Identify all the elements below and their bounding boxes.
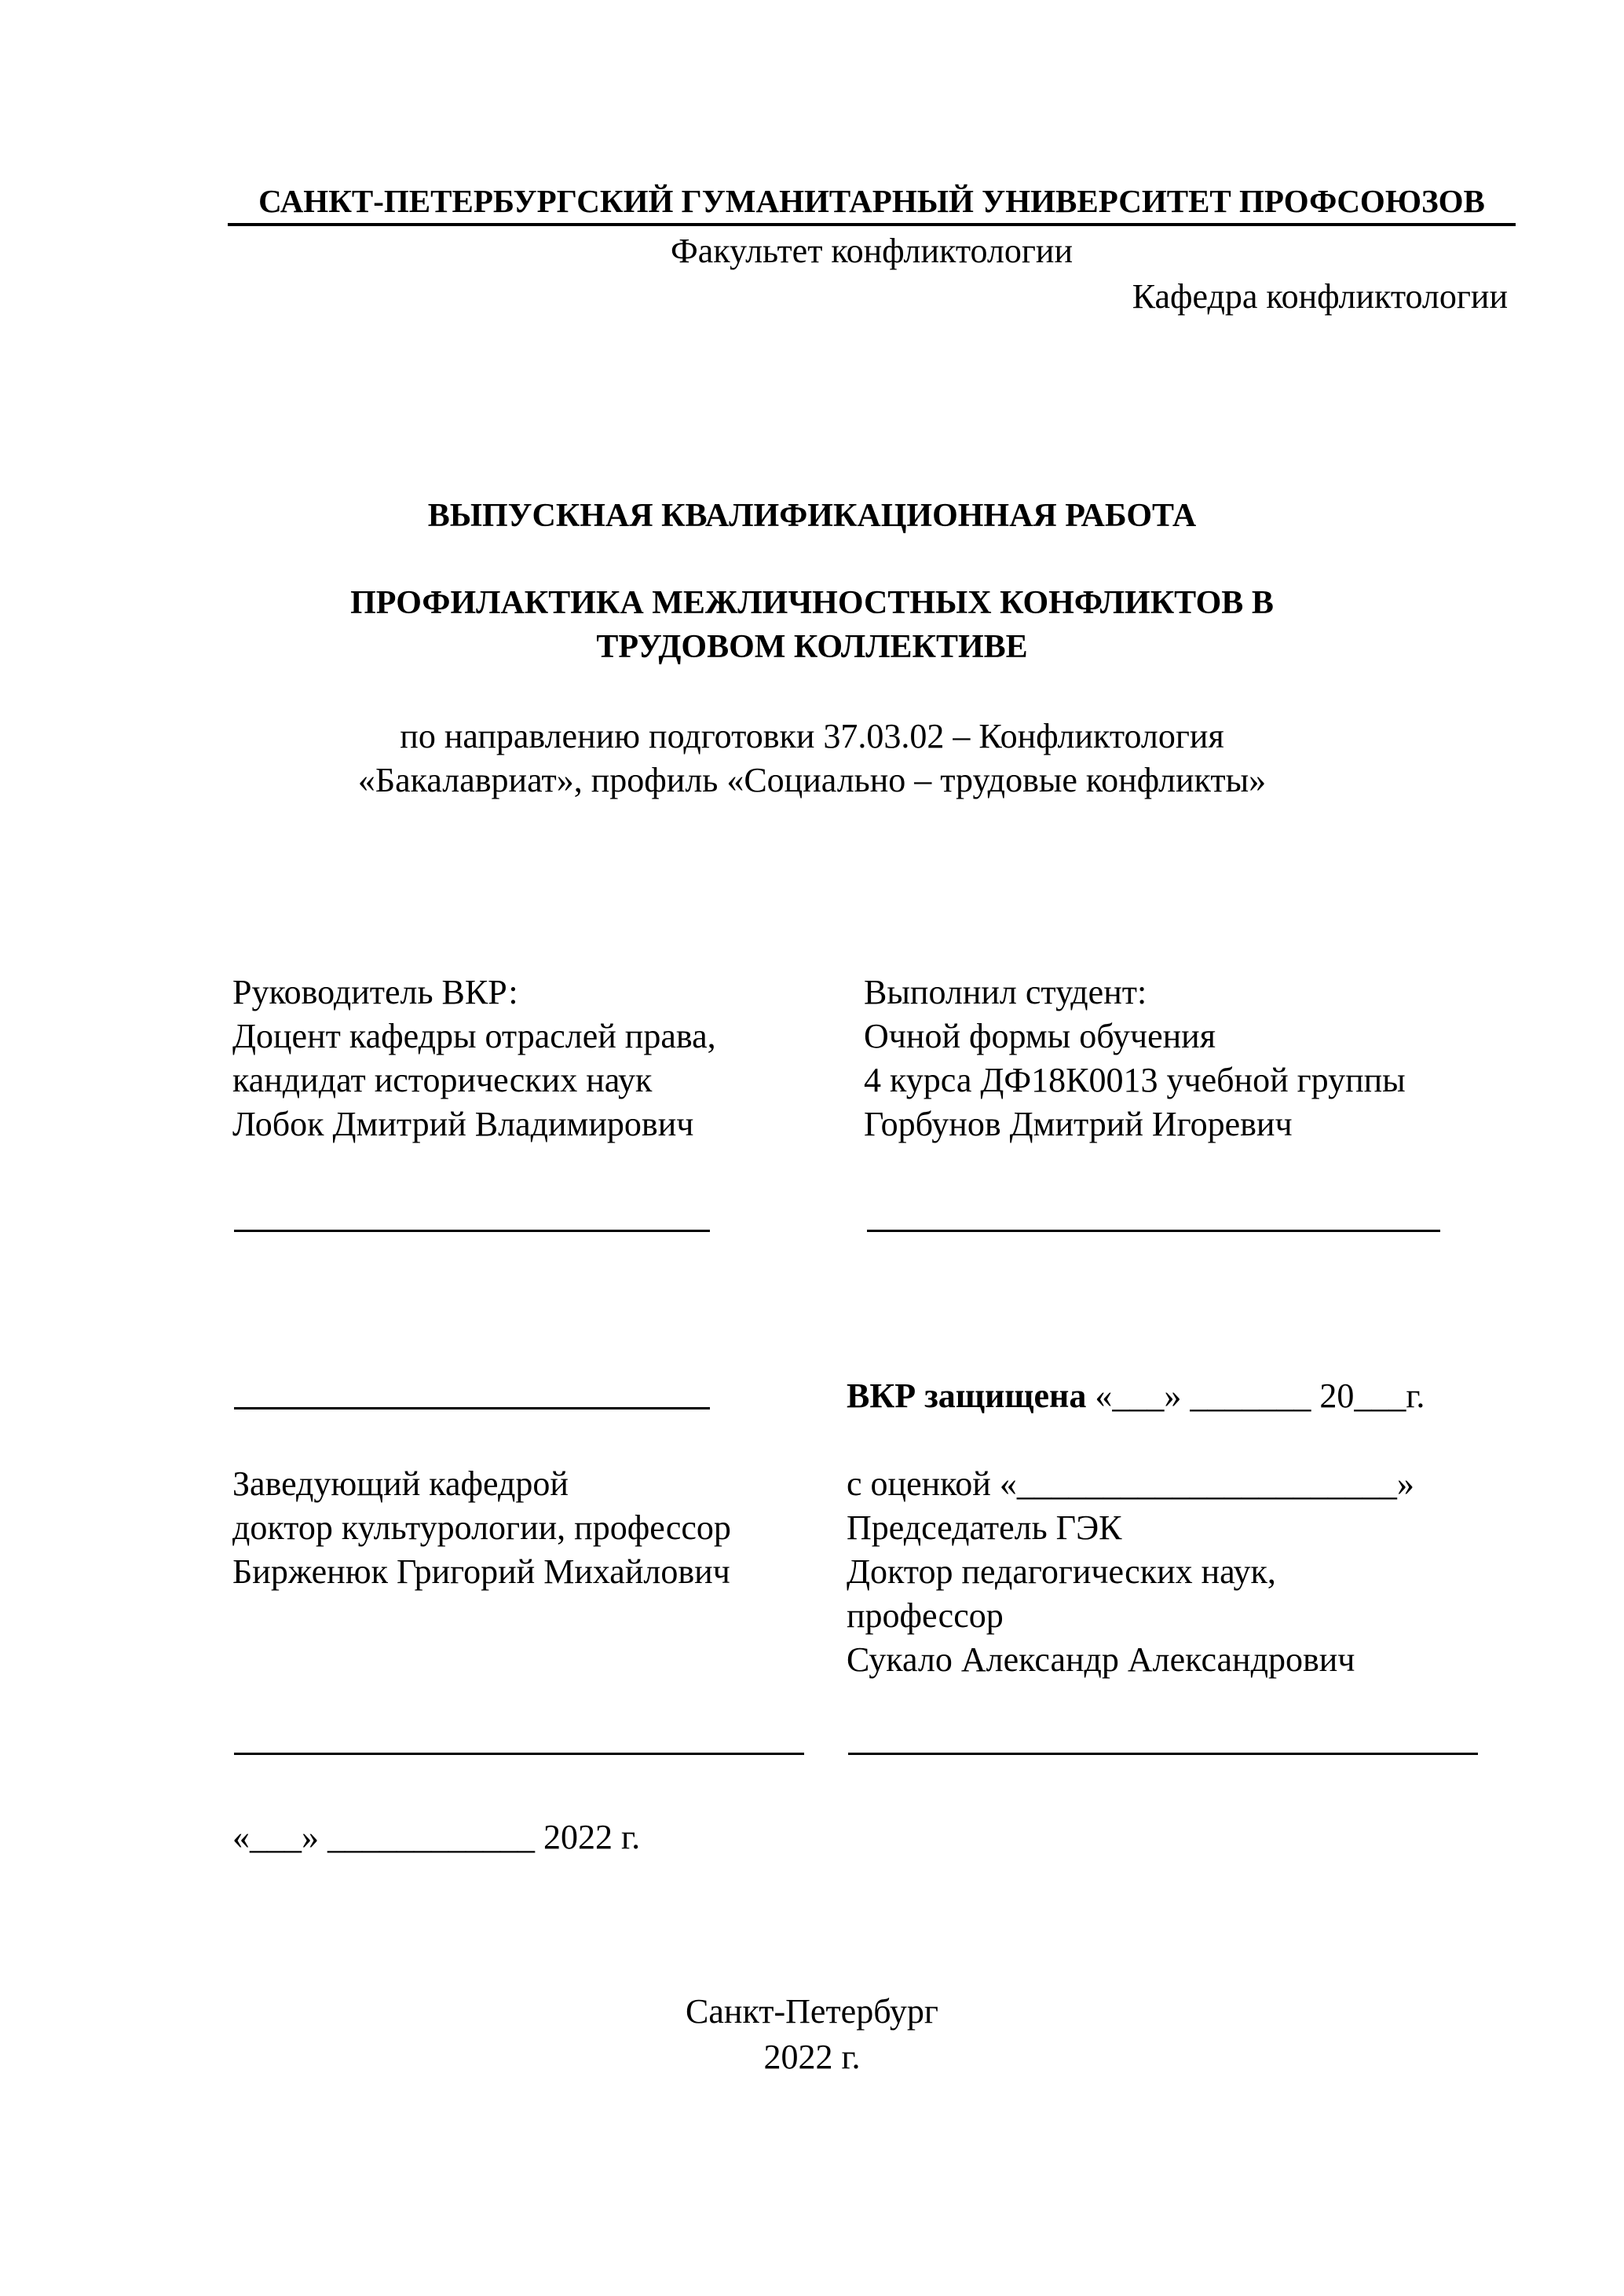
- student-block: [864, 971, 1406, 1146]
- head-name: Бирженюк Григорий Михайлович: [232, 1552, 730, 1591]
- student-name: Горбунов Дмитрий Игоревич: [864, 1105, 1293, 1143]
- chair-degree-line-1: Доктор педагогических наук,: [847, 1552, 1276, 1591]
- work-type-title: ВЫПУСКНАЯ КВАЛИФИКАЦИОННАЯ РАБОТА: [427, 498, 1197, 534]
- supervisor-degree: кандидат исторических наук: [232, 1061, 653, 1099]
- student-group: 4 курса ДФ18К0013 учебной группы: [864, 1061, 1406, 1099]
- thesis-topic: [0, 581, 1624, 669]
- direction-line-1: по направлению подготовки 37.03.02 – Конфликтология: [400, 717, 1224, 755]
- student-label: Выполнил студент:: [864, 973, 1147, 1011]
- defense-date-template: «___» _______ 20___г.: [1086, 1377, 1425, 1415]
- supervisor-name: Лобок Дмитрий Владимирович: [232, 1105, 694, 1143]
- footer-year: 2022 г.: [763, 2038, 861, 2076]
- supervisor-signature-line: [234, 1230, 710, 1232]
- topic-line-1: ПРОФИЛАКТИКА МЕЖЛИЧНОСТНЫХ КОНФЛИКТОВ В: [350, 585, 1274, 621]
- head-title: Заведующий кафедрой: [232, 1464, 569, 1503]
- defense-grade: с оценкой «______________________»: [847, 1464, 1414, 1503]
- defense-label: ВКР защищена: [847, 1377, 1087, 1415]
- defense-date: [847, 1374, 1425, 1418]
- signing-date: «___» ____________ 2022 г.: [232, 1818, 641, 1856]
- chair-title: Председатель ГЭК: [847, 1508, 1122, 1547]
- department-name: Кафедра конфликтологии: [1132, 277, 1508, 316]
- supervisor-block: [232, 971, 716, 1146]
- faculty-name: Факультет конфликтологии: [670, 232, 1073, 270]
- direction-line-2: «Бакалавриат», профиль «Социально – трудовые конфликты»: [357, 761, 1267, 799]
- student-form: Очной формы обучения: [864, 1017, 1216, 1055]
- head-degree: доктор культурологии, профессор: [232, 1508, 731, 1547]
- chair-signature-line: [848, 1753, 1478, 1755]
- student-signature-line: [867, 1230, 1440, 1232]
- university-name: САНКТ-ПЕТЕРБУРГСКИЙ ГУМАНИТАРНЫЙ УНИВЕРСИТЕТ ПРОФСОЮЗОВ: [258, 183, 1485, 219]
- supervisor-position: Доцент кафедры отраслей права,: [232, 1017, 716, 1055]
- chair-degree-line-2: профессор: [847, 1596, 1004, 1635]
- topic-line-2: ТРУДОВОМ КОЛЛЕКТИВЕ: [596, 629, 1028, 665]
- header-rule: [228, 223, 1516, 226]
- study-direction: [0, 715, 1624, 803]
- defense-date-row: [847, 1377, 1425, 1415]
- head-of-department-block: [232, 1462, 731, 1594]
- extra-signature-line: [234, 1407, 710, 1409]
- footer-city: Санкт-Петербург: [686, 1992, 938, 2031]
- chair-name: Сукало Александр Александрович: [847, 1640, 1355, 1679]
- supervisor-label: Руководитель ВКР:: [232, 973, 518, 1011]
- head-signature-line: [234, 1753, 804, 1755]
- defense-commission-block: [847, 1462, 1414, 1682]
